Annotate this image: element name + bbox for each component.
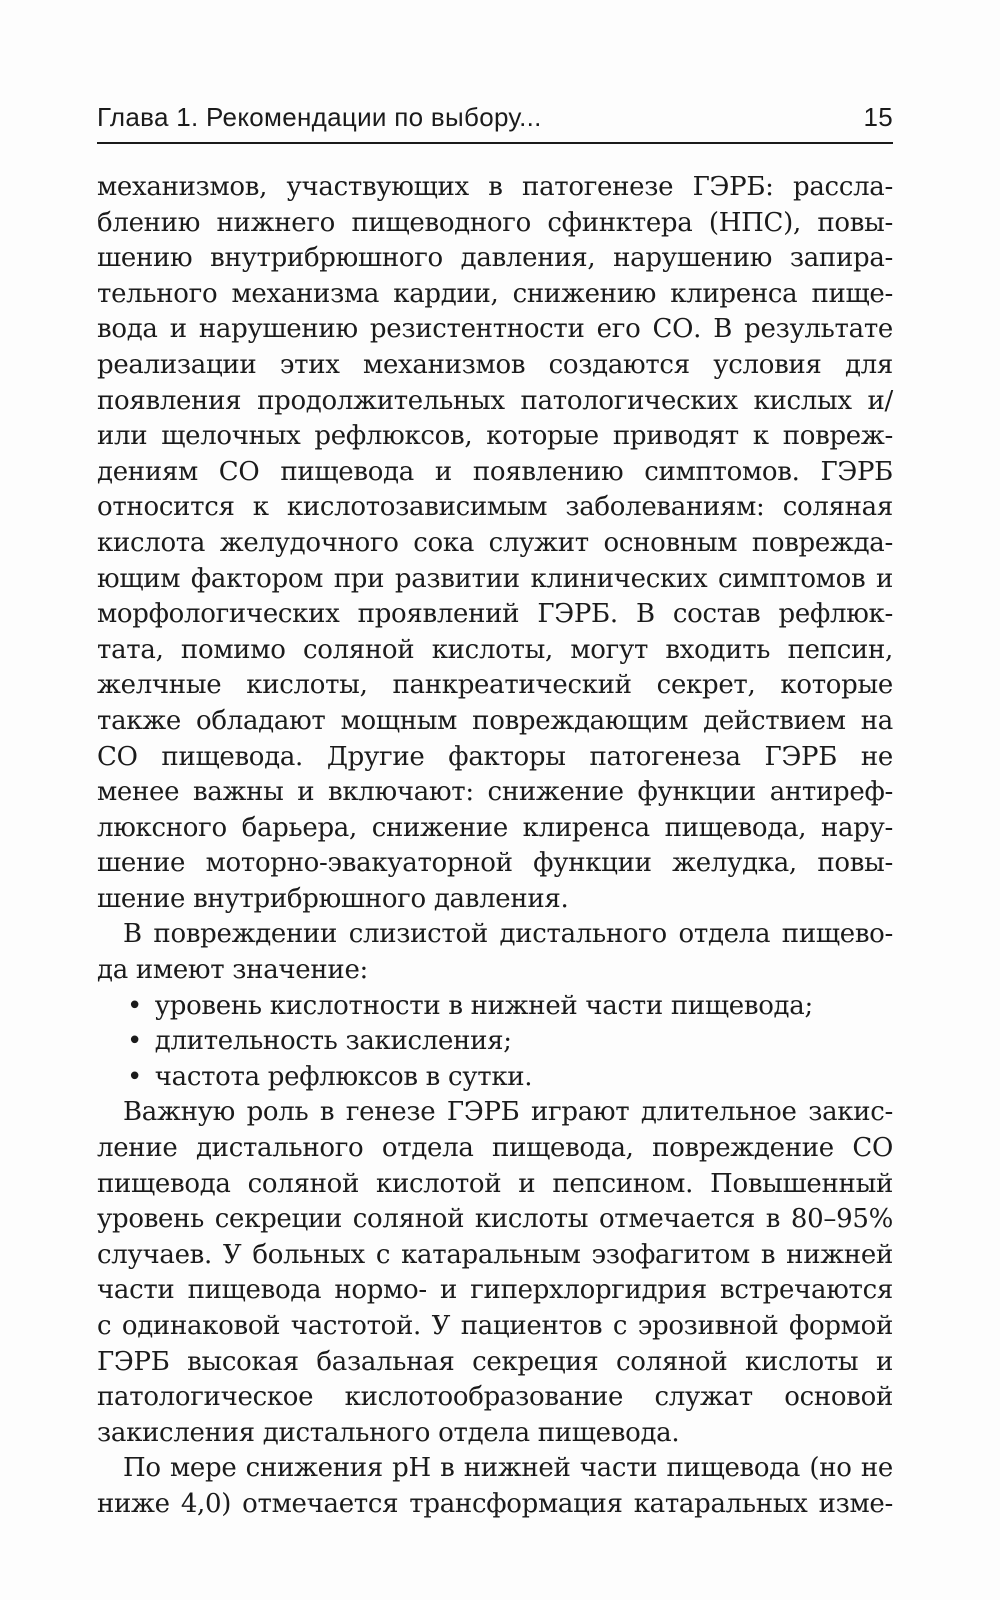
page-header [97, 102, 893, 133]
text-line: или щелочных рефлюксов, которые приводят к повреж- [97, 421, 893, 452]
text-line: ющим фактором при развитии клинических симптомов и [97, 563, 893, 594]
text-line: реализации этих механизмов создаются условия для [97, 349, 893, 380]
bullet-line: • частота рефлюксов в сутки. [127, 1061, 533, 1092]
text-line: кислота желудочного сока служит основным поврежда- [97, 527, 893, 558]
text-line: люксного барьера, снижение клиренса пищевода, нару- [97, 812, 893, 843]
text-line: уровень секреции соляной кислоты отмечается в 80–95% [97, 1204, 893, 1235]
text-line: ГЭРБ высокая базальная секреция соляной кислоты и [97, 1346, 893, 1377]
text-line: да имеют значение: [97, 955, 368, 986]
text-line: шение внутрибрюшного давления. [97, 883, 569, 914]
text-line: с одинаковой частотой. У пациентов с эрозивной формой [97, 1311, 893, 1341]
text-line: блению нижнего пищеводного сфинктера (НПС), повы- [97, 207, 893, 238]
text-line: появления продолжительных патологических кислых и/ [97, 385, 893, 416]
text-line: ление дистального отдела пищевода, повреждение СО [97, 1133, 893, 1164]
text-line: тельного механизма кардии, снижению клиренса пище- [97, 278, 893, 309]
text-line: СО пищевода. Другие факторы патогенеза ГЭРБ не [97, 741, 893, 772]
text-line: закисления дистального отдела пищевода. [97, 1417, 680, 1448]
chapter-title: Глава 1. Рекомендации по выбору... [97, 102, 542, 132]
bullet-line: • длительность закисления; [127, 1026, 512, 1057]
text-line: относится к кислотозависимым заболеваниям: соляная [97, 492, 893, 523]
text-line: В повреждении слизистой дистального отдела пищево- [123, 919, 893, 950]
text-line: шение моторно-эвакуаторной функции желудка, повы- [97, 848, 893, 879]
text-line: Важную роль в генезе ГЭРБ играют длительное закис- [123, 1097, 893, 1128]
text-line: желчные кислоты, панкреатический секрет, которые [97, 670, 893, 701]
page-number: 15 [863, 102, 893, 132]
text-line: также обладают мощным повреждающим действием на [97, 705, 893, 736]
text-line: случаев. У больных с катаральным эзофагитом в нижней [97, 1239, 893, 1270]
text-line: пищевода соляной кислотой и пепсином. Повышенный [97, 1168, 893, 1199]
text-line: вода и нарушению резистентности его СО. В результате [97, 314, 893, 345]
text-line: дениям СО пищевода и появлению симптомов. ГЭРБ [97, 456, 893, 487]
bullet-line: • уровень кислотности в нижней части пищевода; [127, 990, 813, 1021]
text-line: шению внутрибрюшного давления, нарушению запира- [97, 243, 893, 274]
text-line: ниже 4,0) отмечается трансформация катаральных изме- [97, 1488, 893, 1519]
text-line: патологическое кислотообразование служат основой [97, 1382, 893, 1413]
text-line: морфологических проявлений ГЭРБ. В состав рефлюк- [97, 599, 893, 630]
text-line: По мере снижения pH в нижней части пищевода (но не [123, 1453, 893, 1484]
header-rule [97, 142, 893, 144]
body-text [97, 170, 893, 1523]
text-line: части пищевода нормо- и гиперхлоргидрия встречаются [97, 1275, 893, 1306]
text-line: менее важны и включают: снижение функции антиреф- [97, 777, 893, 808]
text-line: механизмов, участвующих в патогенезе ГЭРБ: рассла- [97, 172, 893, 202]
text-line: тата, помимо соляной кислоты, могут входить пепсин, [97, 634, 893, 665]
